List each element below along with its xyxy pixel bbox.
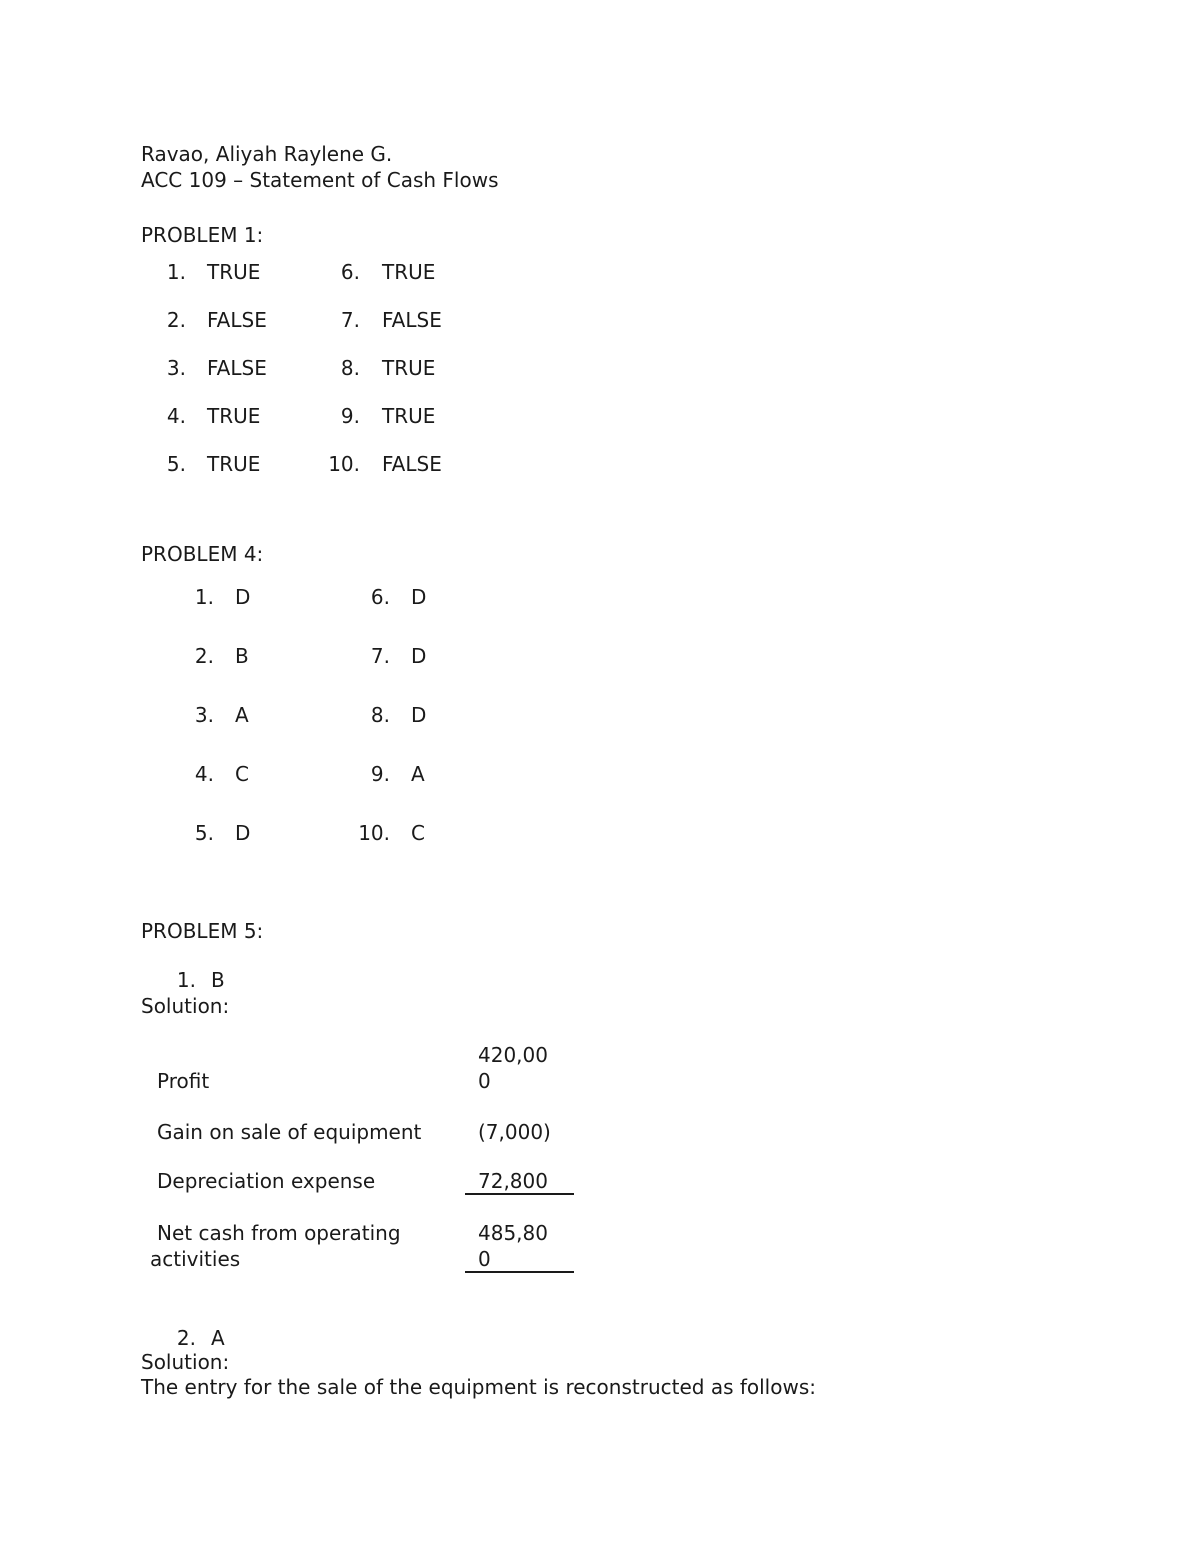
list-item-answer: TRUE xyxy=(382,260,436,284)
list-item-answer: FALSE xyxy=(207,308,267,332)
table-row-amount: (7,000) xyxy=(478,1120,551,1144)
list-item-answer: FALSE xyxy=(382,308,442,332)
list-item-answer: D xyxy=(411,644,427,668)
table-row-amount: 485,80 xyxy=(478,1221,548,1245)
list-item-number: 4. xyxy=(194,762,214,786)
list-item-answer: C xyxy=(411,821,425,845)
table-row-label: Net cash from operating xyxy=(157,1221,401,1245)
solution-text: The entry for the sale of the equipment is reconstructed as follows: xyxy=(141,1375,816,1399)
total-rule xyxy=(465,1271,574,1273)
problem-5-heading: PROBLEM 5: xyxy=(141,919,264,943)
list-item-number: 6. xyxy=(340,260,360,284)
list-item-number: 9. xyxy=(370,762,390,786)
list-item-number: 5. xyxy=(166,452,186,476)
list-item-answer: TRUE xyxy=(207,260,261,284)
table-row-label: Gain on sale of equipment xyxy=(157,1120,422,1144)
list-item-answer: TRUE xyxy=(207,404,261,428)
list-item-answer: B xyxy=(235,644,249,668)
list-item-answer: TRUE xyxy=(382,404,436,428)
list-item-number: 1. xyxy=(194,585,214,609)
list-item-number: 5. xyxy=(194,821,214,845)
list-item-number: 4. xyxy=(166,404,186,428)
list-item-answer: B xyxy=(211,968,225,992)
student-name: Ravao, Aliyah Raylene G. xyxy=(141,142,393,166)
table-row-amount: 420,00 xyxy=(478,1043,548,1067)
list-item-number: 1. xyxy=(166,260,186,284)
solution-label: Solution: xyxy=(141,1350,230,1374)
subtotal-rule xyxy=(465,1193,574,1195)
table-row-amount: 0 xyxy=(478,1247,491,1271)
table-row-amount: 72,800 xyxy=(478,1169,548,1193)
list-item-answer: D xyxy=(235,585,251,609)
list-item-number: 1. xyxy=(176,968,196,992)
list-item-answer: A xyxy=(211,1326,225,1350)
problem-4-heading: PROBLEM 4: xyxy=(141,542,264,566)
course-title: ACC 109 – Statement of Cash Flows xyxy=(141,168,499,192)
table-row-label: Profit xyxy=(157,1069,210,1093)
list-item-number: 3. xyxy=(194,703,214,727)
list-item-number: 9. xyxy=(340,404,360,428)
list-item-number: 8. xyxy=(340,356,360,380)
list-item-number: 8. xyxy=(370,703,390,727)
list-item-number: 6. xyxy=(370,585,390,609)
list-item-number: 3. xyxy=(166,356,186,380)
list-item-answer: TRUE xyxy=(382,356,436,380)
list-item-number: 7. xyxy=(340,308,360,332)
list-item-answer: C xyxy=(235,762,249,786)
list-item-answer: A xyxy=(411,762,425,786)
list-item-number: 2. xyxy=(194,644,214,668)
table-row-label: Depreciation expense xyxy=(157,1169,376,1193)
list-item-answer: A xyxy=(235,703,249,727)
list-item-number: 10. xyxy=(358,821,390,845)
table-row-label: activities xyxy=(150,1247,241,1271)
list-item-answer: TRUE xyxy=(207,452,261,476)
list-item-answer: FALSE xyxy=(382,452,442,476)
list-item-number: 2. xyxy=(176,1326,196,1350)
list-item-answer: D xyxy=(235,821,251,845)
list-item-number: 7. xyxy=(370,644,390,668)
problem-1-heading: PROBLEM 1: xyxy=(141,223,264,247)
list-item-answer: D xyxy=(411,703,427,727)
list-item-number: 2. xyxy=(166,308,186,332)
list-item-answer: D xyxy=(411,585,427,609)
list-item-number: 10. xyxy=(328,452,360,476)
list-item-answer: FALSE xyxy=(207,356,267,380)
table-row-amount: 0 xyxy=(478,1069,491,1093)
solution-label: Solution: xyxy=(141,994,230,1018)
